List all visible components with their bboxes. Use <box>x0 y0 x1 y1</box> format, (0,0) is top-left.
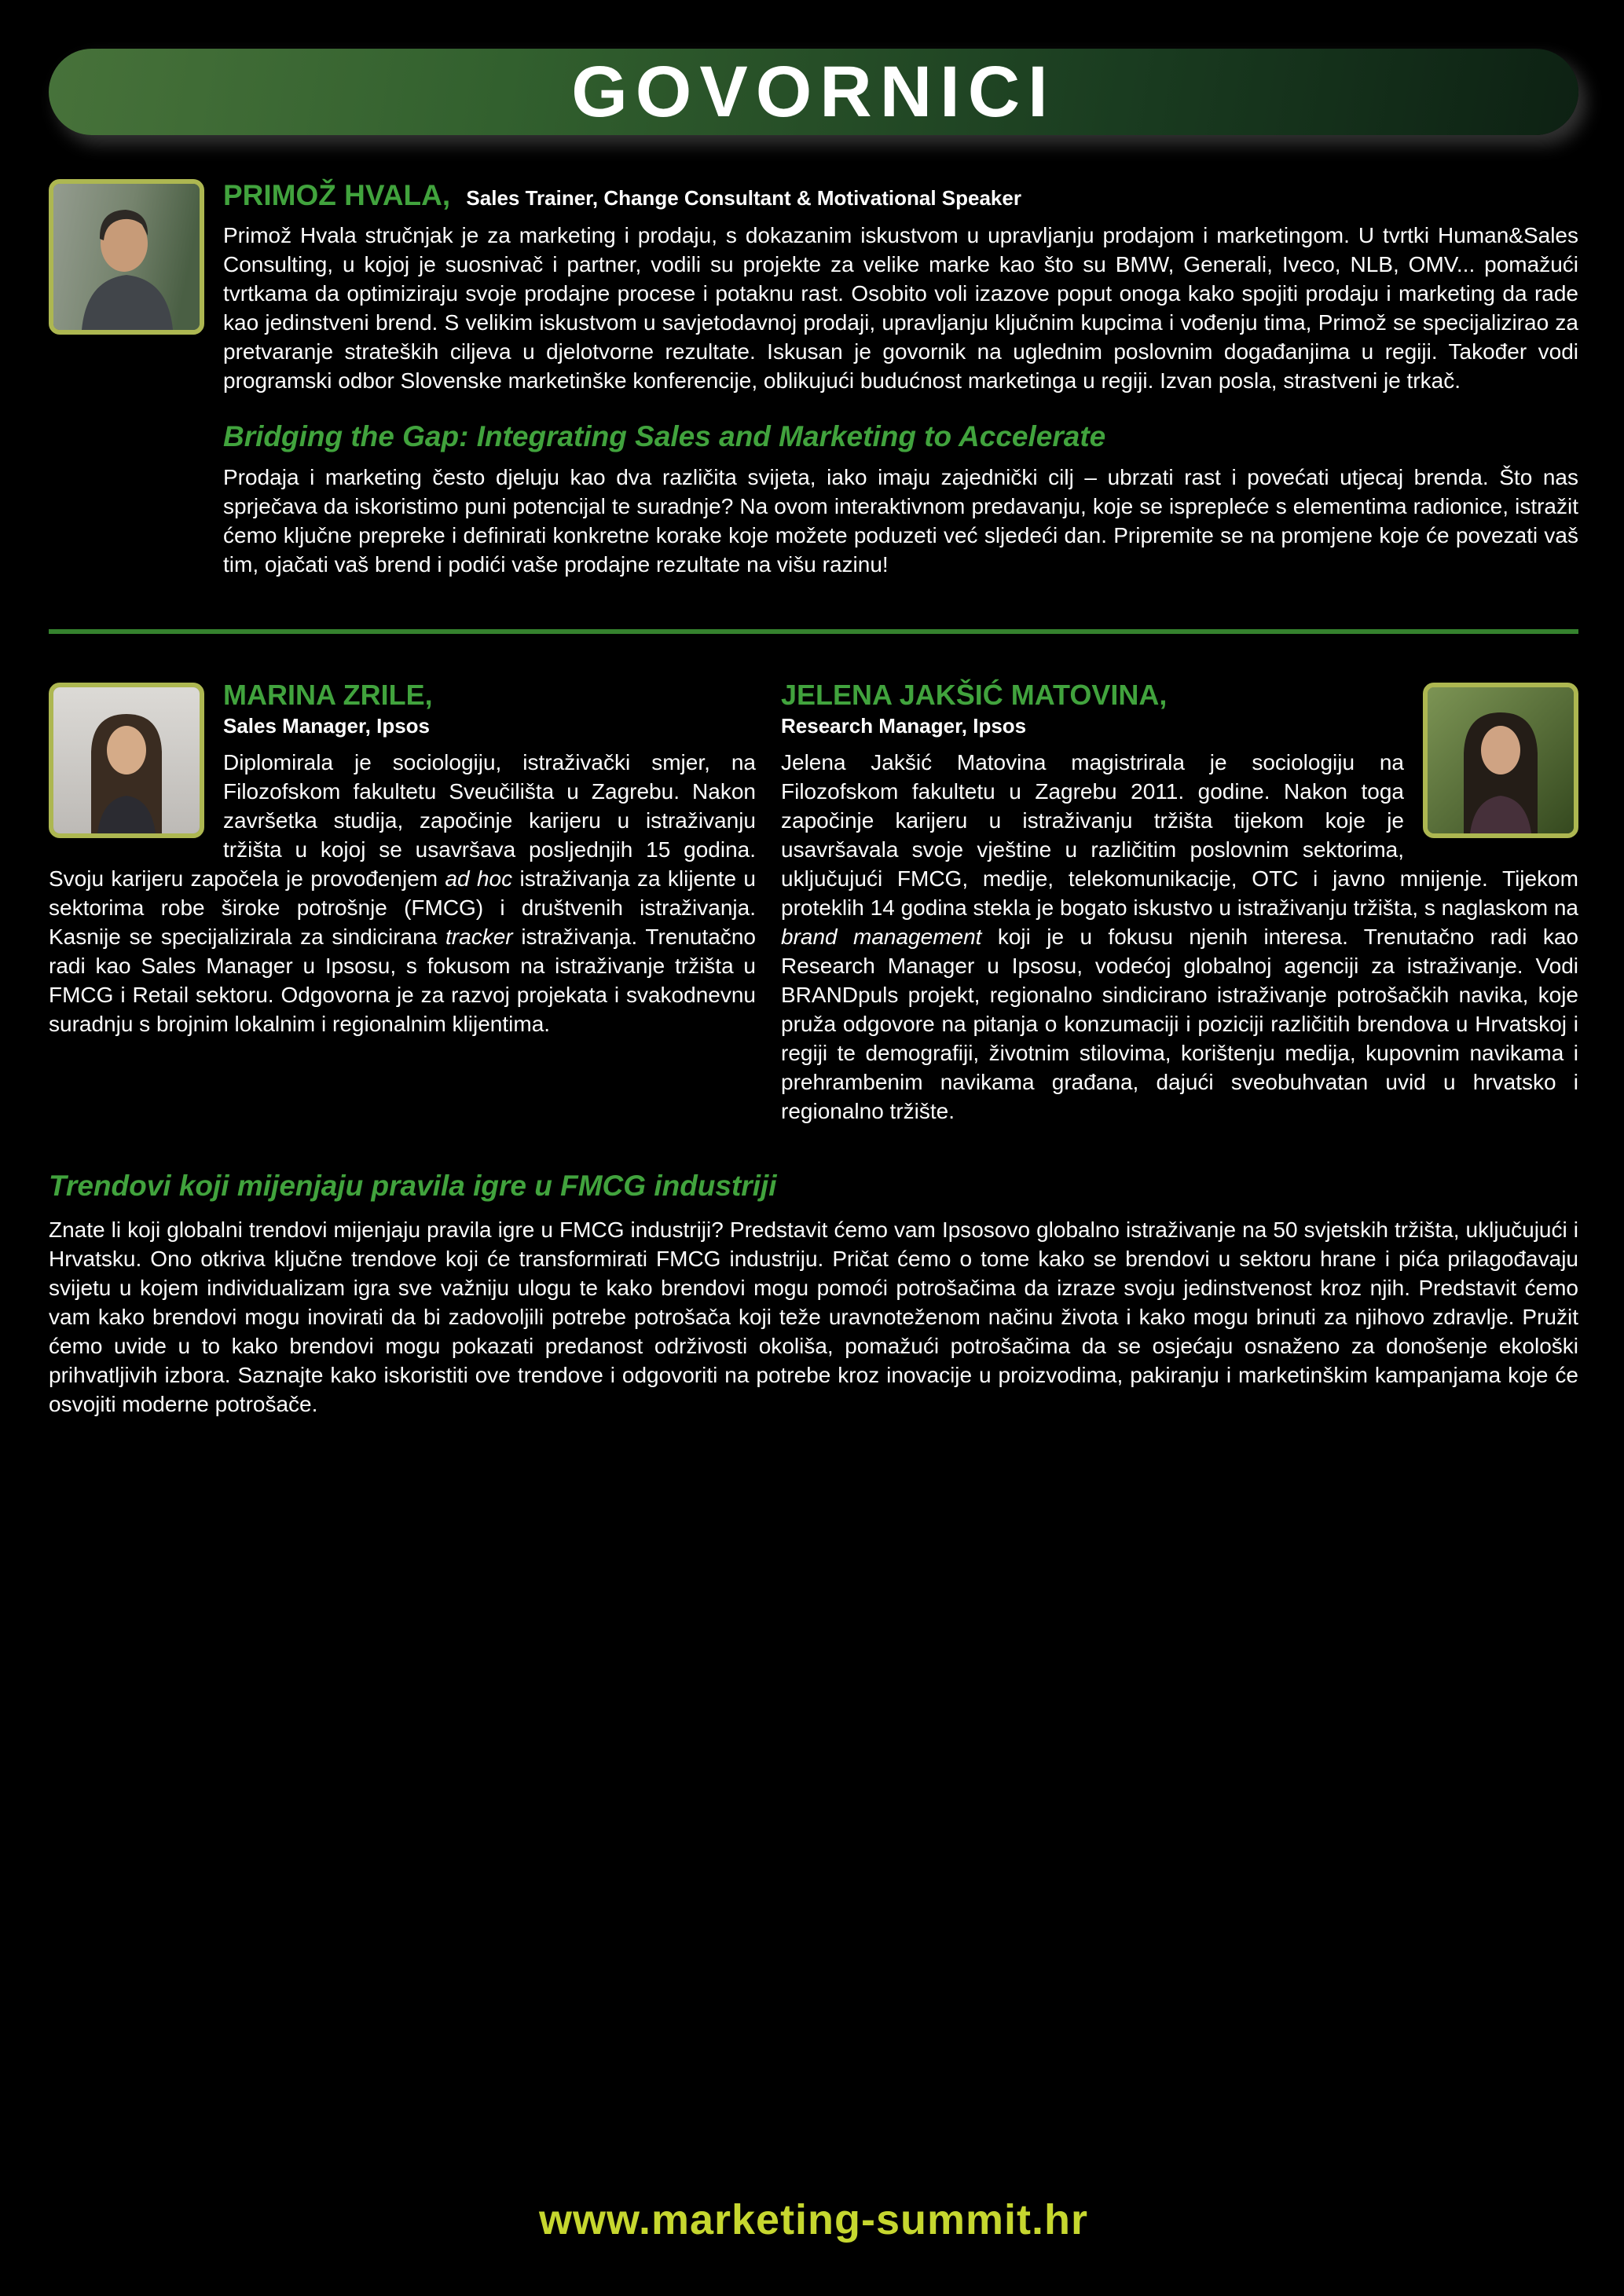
spacer <box>49 1419 1578 2183</box>
speakers-two-column-section <box>49 679 1578 1126</box>
marina-zrile-photo <box>49 683 204 838</box>
speaker-section-marina-zrile <box>49 679 756 1038</box>
joint-session-description: Znate li koji globalni trendovi mijenjaju pravila igre u FMCG industriji? Predstavit ćemo vam Ipsosovo globalno istraživanje na 50 svjetskih tržišta, uključujući i Hrvatsku. Ono otkriva ključne trendove koji će transformirati FMCG industriju. Pričat ćemo o tome kako se brendovi u sektoru hrane i pića prilagođavaju svijetu u kojem individualizam igra sve važniju ulogu te kako brendovi mogu pomoći potrošačima da izraze svoju jedinstvenost kroz njih. Predstavit ćemo vam kako brendovi mogu inovirati da bi zadovoljili potrebe potrošača koji teže uravnoteženom načinu života i kako mogu brinuti za njihovo zdravlje. Pružit ćemo uvide u to kako brendovi mogu pokazati predanost održivosti okoliša, pomažući potrošačima da se osjećaju osnaženo za donošenje ekološki prihvatljivih izbora. Saznajte kako iskoristiti ove trendove i odgovoriti na potrebe kroz inovacije u proizvodima, pakiranju i marketinškim kampanjama koje će osvojiti moderne potrošače. <box>49 1218 1578 1416</box>
joint-session-title: Trendovi koji mijenjaju pravila igre u FMCG industriji <box>49 1170 777 1202</box>
joint-session-section <box>49 1170 1578 1419</box>
footer <box>49 2183 1578 2254</box>
speaker-role: Research Manager, Ipsos <box>781 714 1027 738</box>
speaker-bio: Primož Hvala stručnjak je za marketing i prodaju, s dokazanim iskustvom u upravljanju prodajom i marketingom. U tvrtki Human&Sales Consulting, u kojoj je suosnivač i partner, vodili su projekte za velike marke kao što su BMW, Generali, Iveco, NLB, OMV... pomažući tvrtkama da optimiziraju svoje prodajne procese i potaknu rast. Osobito voli izazove poput onoga kako spojiti prodaju i marketing da rade kao jedinstveni brend. S velikim iskustvom u savjetodavnoj prodaji, upravljanju ključnim kupcima i vođenju tima, Primož se specijalizirao za pretvaranje strateških ciljeva u djelotvorne rezultate. Iskusan je govornik na uglednim poslovnim događanjima u regiji. Također vodi programski odbor Slovenske marketinške konferencije, oblikujući budućnost marketinga u regiji. Izvan posla, strastveni je trkač. <box>223 223 1578 393</box>
speaker-role: Sales Manager, Ipsos <box>223 714 431 738</box>
speaker-section-jelena-jaksic-matovina <box>781 679 1578 1126</box>
portrait-man-icon <box>53 184 200 330</box>
session-description: Prodaja i marketing često djeluju kao dva različita svijeta, iako imaju zajednički cilj – ubrzati rast i povećati utjecaj brenda. Što nas sprječava da iskoristimo puni potencijal te suradnje? Na ovom interaktivnom predavanju, koje se isprepleće s elementima radionice, istražit ćemo ključne prepreke i definirati konkretne korake koje možete poduzeti već sljedeći dan. Pripremite se na promjene koje će povezati vaš tim, ojačati vaš brend i podići vaše prodajne rezultate na višu razinu! <box>223 465 1578 577</box>
speaker-name-heading <box>223 179 1578 214</box>
speaker-role: Sales Trainer, Change Consultant & Motivational Speaker <box>466 186 1021 210</box>
session-title: Bridging the Gap: Integrating Sales and Marketing to Accelerate <box>223 420 1106 452</box>
speaker-content-primoz <box>223 179 1578 579</box>
speaker-name: PRIMOŽ HVALA, <box>223 179 451 211</box>
portrait-woman-icon <box>53 687 200 833</box>
speaker-bio: Diplomirala je sociologiju, istraživački smjer, na Filozofskom fakultetu Sveučilišta u Zagrebu. Nakon završetka studija, započinje karijeru u istraživanju tržišta u kojoj se usavršava posljednjih 15 godina. Svoju karijeru započela je provođenjem ad hoc istraživanja za klijente u sektorima robe široke potrošnje (FMCG) i društvenih istraživanja. Kasnije se specijalizirala za sindicirana tracker istraživanja. Trenutačno radi kao Sales Manager u Ipsosu, s fokusom na istraživanje tržišta u FMCG i Retail sektoru. Odgovorna je za razvoj projekata i svakodnevnu suradnju s brojnim lokalnim i regionalnim klijentima. <box>49 750 756 1036</box>
speaker-name: JELENA JAKŠIĆ MATOVINA, <box>781 679 1168 711</box>
speaker-section-primoz-hvala <box>49 179 1578 579</box>
page-title: GOVORNICI <box>571 51 1056 132</box>
jelena-jaksic-matovina-photo <box>1423 683 1578 838</box>
portrait-woman-icon <box>1428 687 1574 833</box>
primoz-hvala-photo <box>49 179 204 335</box>
speaker-bio: Jelena Jakšić Matovina magistrirala je sociologiju na Filozofskom fakultetu u Zagrebu 2011. godine. Nakon toga započinje karijeru u istraživanju tržišta tijekom koje je usavršavala svoje vještine u različitim poslovnim sektorima, uključujući FMCG, medije, telekomunikacije, OTC i javno mnijenje. Tijekom proteklih 14 godina stekla je bogato iskustvo u istraživanju tržišta, s naglaskom na brand management koji je u fokusu njenih interesa. Trenutačno radi kao Research Manager u Ipsosu, vodećoj globalnoj agenciji za istraživanje. Vodi BRANDpuls projekt, regionalno sindicirano istraživanje potrošačkih navika, koje pruža odgovore na pitanja o konzumaciji i poziciji različitih brendova u Hrvatskoj i regiji te demografiji, životnim stilovima, korištenju medija, kupovnim navikama i prehrambenim navikama građana, dajući sveobuhvatan uvid u hrvatsko i regionalno tržište. <box>781 750 1578 1123</box>
header-banner <box>49 49 1578 135</box>
speaker-name: MARINA ZRILE, <box>223 679 433 711</box>
footer-url[interactable]: www.marketing-summit.hr <box>538 2196 1089 2243</box>
section-divider <box>49 629 1578 634</box>
